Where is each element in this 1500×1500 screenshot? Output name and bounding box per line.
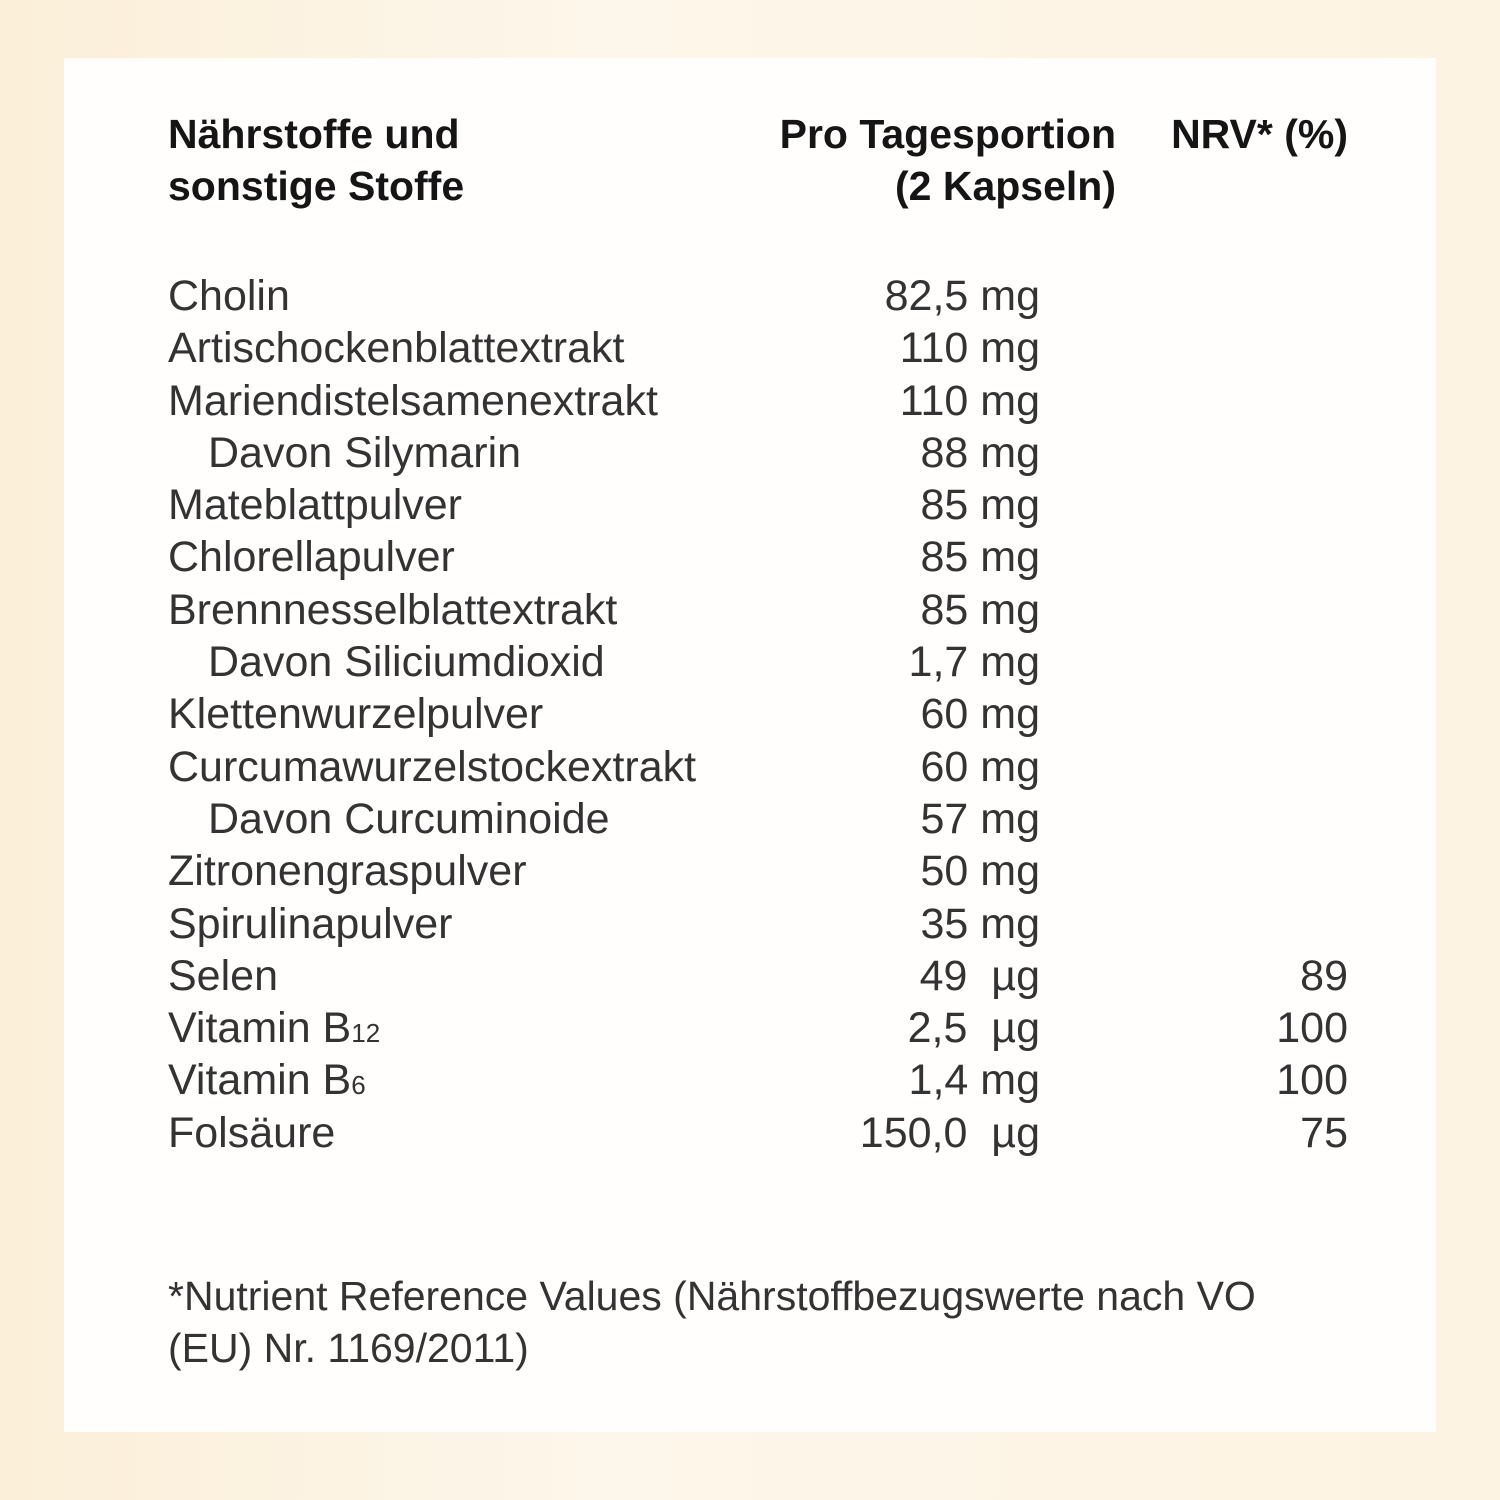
- table-row: [168, 479, 1348, 531]
- nutrient-amount: 85 mg: [920, 585, 1040, 634]
- nutrient-nrv: 100: [1276, 1056, 1348, 1105]
- table-row: [168, 793, 1348, 845]
- nutrient-amount: 1,4 mg: [908, 1056, 1040, 1105]
- table-row: [168, 688, 1348, 740]
- table-row: [168, 1002, 1348, 1054]
- nutrient-name-text: Curcumawurzelstockextrakt: [168, 742, 697, 791]
- nutrient-name: [168, 479, 462, 531]
- nutrient-subscript: 12: [351, 1018, 381, 1049]
- nutrient-name-text: Selen: [168, 951, 278, 1000]
- header-daily-portion-line2: (2 Kapseln): [895, 163, 1116, 209]
- nutrient-amount: 57 mg: [920, 794, 1040, 843]
- nutrient-amount: 60 mg: [920, 690, 1040, 739]
- nutrient-nrv: 75: [1300, 1108, 1348, 1157]
- nutrient-amount: 150,0 µg: [859, 1108, 1040, 1157]
- table-row: [168, 375, 1348, 427]
- nutrient-name: [168, 741, 696, 793]
- nutrient-name-text: Brennnesselblattextrakt: [168, 585, 618, 634]
- nutrient-name-text: Vitamin B: [168, 1004, 352, 1053]
- nutrient-name-text: Klettenwurzelpulver: [168, 690, 544, 739]
- nutrient-name-text: Zitronengraspulver: [168, 847, 527, 896]
- nutrient-name-text: Davon Siliciumdioxid: [208, 638, 605, 687]
- nutrient-name: [168, 270, 290, 322]
- table-row: [168, 845, 1348, 897]
- nutrition-card: [64, 58, 1436, 1432]
- nutrient-name: [208, 793, 610, 845]
- nutrient-name-text: Artischockenblattextrakt: [168, 324, 625, 373]
- header-daily-portion: [696, 108, 1116, 212]
- nutrient-name-text: Spirulinapulver: [168, 899, 453, 948]
- table-row: [168, 584, 1348, 636]
- nutrient-amount: 50 mg: [920, 847, 1040, 896]
- table-row: [168, 1054, 1348, 1106]
- nutrient-name-text: Mariendistelsamenextrakt: [168, 376, 658, 425]
- footnote-line1: *Nutrient Reference Values (Nährstoffbezugswerte nach VO: [168, 1273, 1256, 1319]
- nutrient-name: [168, 950, 278, 1002]
- header-daily-portion-line1: Pro Tagesportion: [779, 111, 1116, 157]
- nutrient-name: [168, 1002, 380, 1059]
- nutrient-name: [168, 845, 527, 897]
- nutrient-name: [168, 688, 543, 740]
- nutrient-name-text: Davon Curcuminoide: [208, 794, 610, 843]
- nutrient-name-text: Folsäure: [168, 1108, 336, 1157]
- nutrient-amount: 35 mg: [920, 899, 1040, 948]
- table-row: [168, 322, 1348, 374]
- nutrient-name: [208, 636, 605, 688]
- nutrient-name-text: Vitamin B: [168, 1056, 352, 1105]
- nutrient-name: [168, 531, 455, 583]
- nutrient-name: [168, 584, 617, 636]
- header-nrv-label: NRV* (%): [1171, 111, 1348, 157]
- nutrient-amount: 85 mg: [920, 481, 1040, 530]
- nutrient-amount: 110 mg: [899, 324, 1040, 373]
- header-nrv: [1128, 108, 1348, 160]
- nutrient-name-text: Davon Silymarin: [208, 428, 522, 477]
- table-row: [168, 741, 1348, 793]
- nutrient-subscript: 6: [351, 1070, 366, 1101]
- nutrient-name: [168, 1107, 335, 1159]
- nutrient-amount: 85 mg: [920, 533, 1040, 582]
- header-nutrients-line2: sonstige Stoffe: [168, 163, 465, 209]
- nutrient-amount: 2,5 µg: [907, 1004, 1040, 1053]
- table-header: [168, 108, 1348, 218]
- nutrient-amount: 60 mg: [920, 742, 1040, 791]
- footnote: [168, 1270, 1348, 1374]
- nutrient-amount: 88 mg: [920, 428, 1040, 477]
- table-row: [168, 270, 1348, 322]
- nutrient-amount: 110 mg: [899, 376, 1040, 425]
- table-row: [168, 950, 1348, 1002]
- nutrient-name-text: Cholin: [168, 272, 290, 320]
- nutrient-nrv: 100: [1276, 1004, 1348, 1053]
- nutrient-name-text: Mateblattpulver: [168, 481, 462, 530]
- table-row: [168, 1107, 1348, 1159]
- header-nutrients-line1: Nährstoffe und: [168, 111, 460, 157]
- nutrient-name: [168, 375, 658, 427]
- header-nutrients: [168, 108, 528, 212]
- nutrient-name: [168, 322, 624, 374]
- nutrient-amount: 1,7 mg: [908, 638, 1040, 687]
- table-row: [168, 427, 1348, 479]
- table-row: [168, 898, 1348, 950]
- nutrient-name: [208, 427, 521, 479]
- nutrient-nrv: 89: [1300, 951, 1348, 1000]
- nutrient-amount: 49 µg: [919, 951, 1040, 1000]
- table-row: [168, 531, 1348, 583]
- nutrient-rows: [168, 270, 1348, 1159]
- nutrient-amount: 82,5 mg: [884, 272, 1040, 320]
- nutrient-name: [168, 898, 452, 950]
- table-row: [168, 636, 1348, 688]
- footnote-line2: (EU) Nr. 1169/2011): [168, 1325, 529, 1371]
- nutrient-name-text: Chlorellapulver: [168, 533, 455, 582]
- nutrient-name: [168, 1054, 366, 1111]
